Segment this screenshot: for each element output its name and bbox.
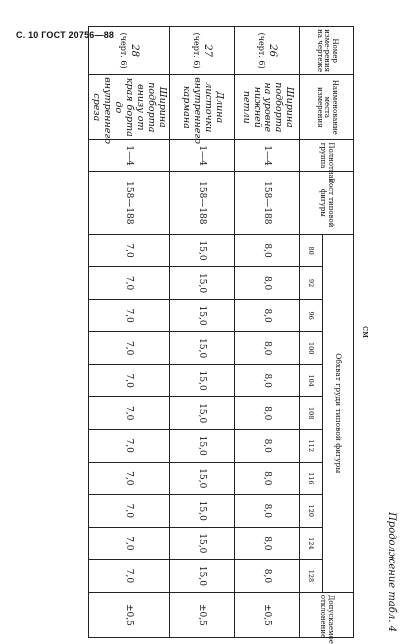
drawing-reference: (черт. 6) bbox=[256, 32, 266, 69]
value-cell: 7,0 bbox=[88, 332, 169, 365]
row-number: 28 bbox=[128, 44, 140, 57]
value-cell: 15,0 bbox=[170, 267, 235, 300]
value-cell: 15,0 bbox=[170, 462, 235, 495]
size-header: 124 bbox=[300, 527, 323, 560]
value-cell: 7,0 bbox=[88, 267, 169, 300]
row-number: 27 bbox=[201, 44, 213, 57]
value-cell: 7,0 bbox=[88, 430, 169, 463]
value-cell: 7,0 bbox=[88, 397, 169, 430]
size-header: 116 bbox=[300, 462, 323, 495]
header-num: Номер изме-рения на чертеже bbox=[300, 27, 354, 75]
measurement-name: Ширина подборта на уровне нижней петли bbox=[235, 75, 300, 140]
value-cell: 8,0 bbox=[235, 397, 300, 430]
height-range-cell: 158—188 bbox=[235, 171, 300, 234]
measurement-table bbox=[88, 26, 354, 644]
size-header: 96 bbox=[300, 299, 323, 332]
height-range-cell: 158—188 bbox=[88, 171, 169, 234]
value-cell: 15,0 bbox=[170, 560, 235, 593]
row-number-cell bbox=[88, 27, 169, 75]
figure-group-cell: 1—4 bbox=[170, 140, 235, 171]
header-height: Рост типовой фигуры bbox=[300, 171, 354, 234]
page-header: С. 10 ГОСТ 20756—88 bbox=[16, 30, 115, 40]
value-cell: 7,0 bbox=[88, 299, 169, 332]
table-row bbox=[88, 27, 169, 638]
value-cell: 7,0 bbox=[88, 495, 169, 528]
value-cell: 8,0 bbox=[235, 299, 300, 332]
header-tolerance: Допускаемое отклонение bbox=[300, 592, 354, 637]
row-number-cell bbox=[170, 27, 235, 75]
size-header: 80 bbox=[300, 234, 323, 267]
header-chest-group: Обхват груди типовой фигуры bbox=[323, 234, 354, 592]
value-cell: 15,0 bbox=[170, 364, 235, 397]
value-cell: 8,0 bbox=[235, 462, 300, 495]
figure-group-cell: 1—4 bbox=[88, 140, 169, 171]
drawing-reference: (черт. 6) bbox=[191, 32, 201, 69]
measurement-name: Ширина подборта внизу от края борта до внутреннего среза bbox=[88, 75, 169, 140]
tolerance-cell: ±0,5 bbox=[88, 592, 169, 637]
value-cell: 7,0 bbox=[88, 234, 169, 267]
size-header: 100 bbox=[300, 332, 323, 365]
value-cell: 8,0 bbox=[235, 495, 300, 528]
unit-label: см bbox=[360, 325, 370, 339]
row-number: 26 bbox=[266, 44, 278, 57]
value-cell: 8,0 bbox=[235, 560, 300, 593]
size-header: 112 bbox=[300, 430, 323, 463]
row-number-cell bbox=[235, 27, 300, 75]
table-row bbox=[235, 27, 300, 638]
value-cell: 8,0 bbox=[235, 364, 300, 397]
value-cell: 15,0 bbox=[170, 332, 235, 365]
header-name: Наименование места измерения bbox=[300, 75, 354, 140]
rotated-table-page bbox=[6, 26, 400, 644]
value-cell: 15,0 bbox=[170, 430, 235, 463]
size-header: 92 bbox=[300, 267, 323, 300]
value-cell: 7,0 bbox=[88, 527, 169, 560]
drawing-reference: (черт. 6) bbox=[118, 32, 128, 69]
value-cell: 15,0 bbox=[170, 495, 235, 528]
figure-group-cell: 1—4 bbox=[235, 140, 300, 171]
value-cell: 8,0 bbox=[235, 527, 300, 560]
value-cell: 15,0 bbox=[170, 397, 235, 430]
size-header: 108 bbox=[300, 397, 323, 430]
value-cell: 8,0 bbox=[235, 267, 300, 300]
size-header: 104 bbox=[300, 364, 323, 397]
table-row bbox=[170, 27, 235, 638]
tolerance-cell: ±0,5 bbox=[235, 592, 300, 637]
header-group: Полнотная группа bbox=[300, 140, 354, 171]
value-cell: 15,0 bbox=[170, 234, 235, 267]
tolerance-cell: ±0,5 bbox=[170, 592, 235, 637]
table-continuation-caption: Продолжение табл. 4 bbox=[386, 512, 397, 632]
value-cell: 8,0 bbox=[235, 332, 300, 365]
height-range-cell: 158—188 bbox=[170, 171, 235, 234]
value-cell: 7,0 bbox=[88, 462, 169, 495]
size-header: 120 bbox=[300, 495, 323, 528]
value-cell: 8,0 bbox=[235, 234, 300, 267]
value-cell: 15,0 bbox=[170, 527, 235, 560]
value-cell: 8,0 bbox=[235, 430, 300, 463]
value-cell: 7,0 bbox=[88, 560, 169, 593]
measurement-name: Длина листочки внутреннего кармана bbox=[170, 75, 235, 140]
size-header: 128 bbox=[300, 560, 323, 593]
value-cell: 15,0 bbox=[170, 299, 235, 332]
value-cell: 7,0 bbox=[88, 364, 169, 397]
